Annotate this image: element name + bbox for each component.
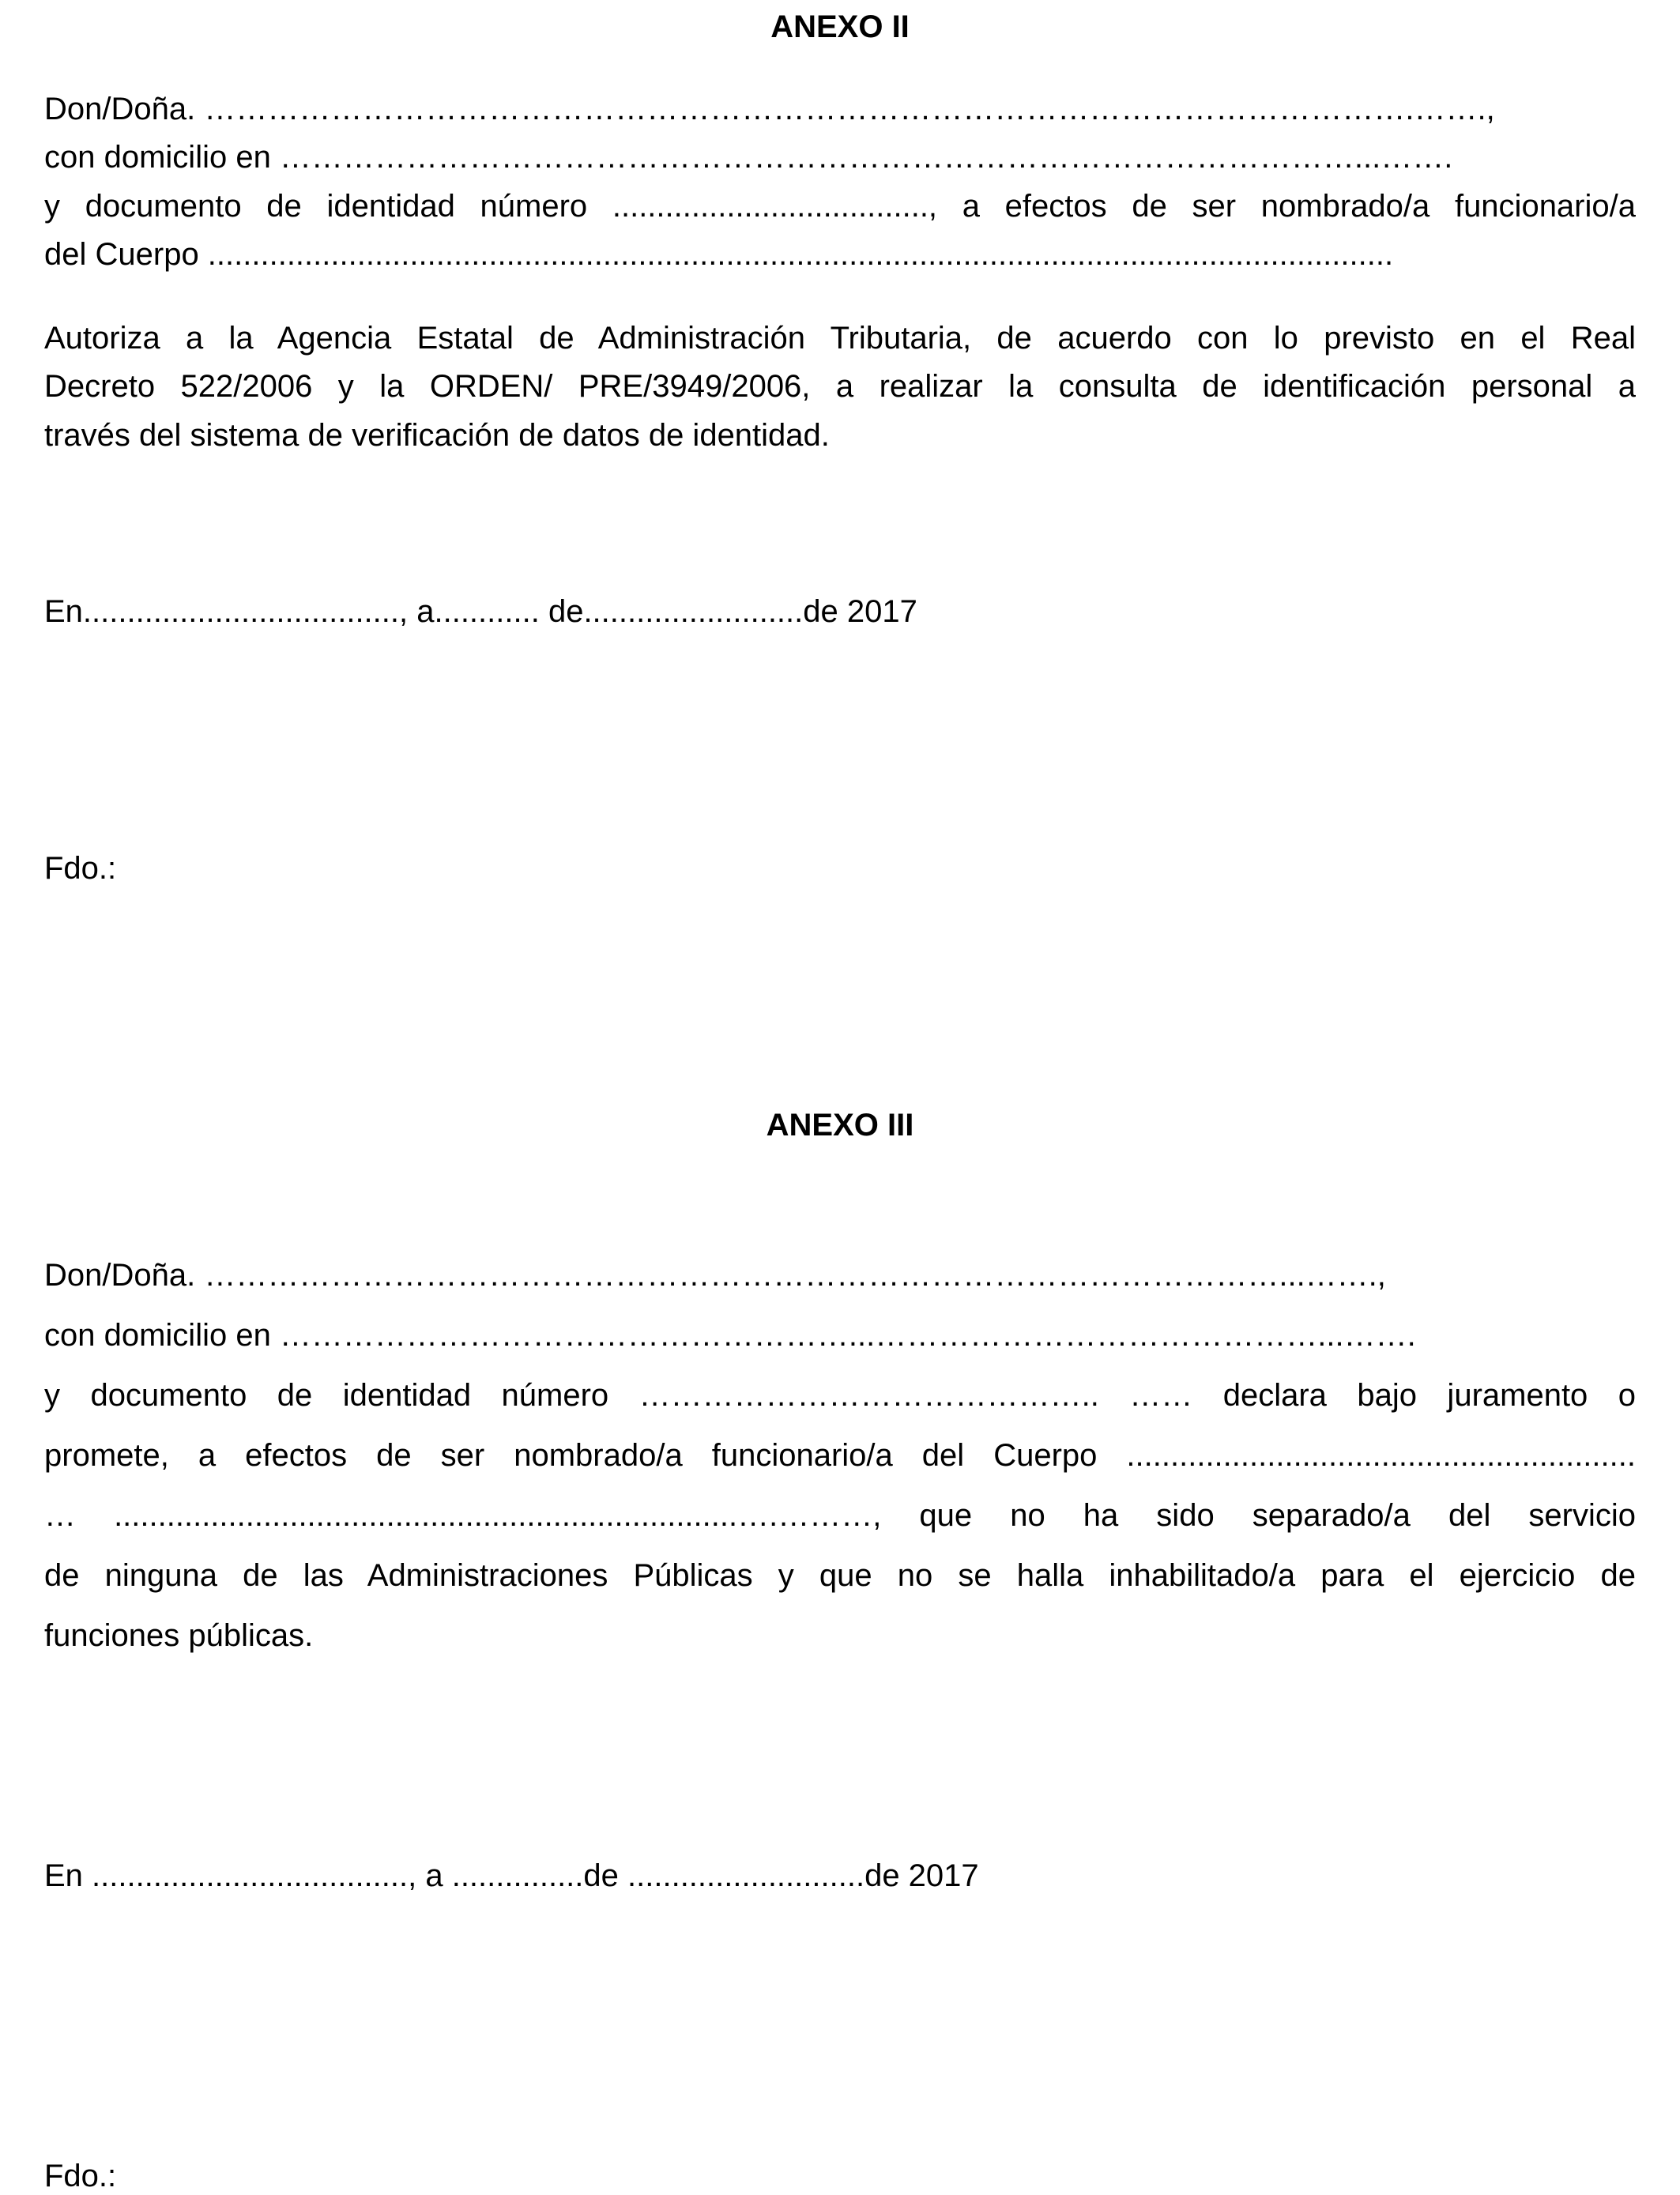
annex-3-title: ANEXO III xyxy=(766,1108,914,1143)
annex-2-cuerpo-line: del Cuerpo ....................................................................................................................................... xyxy=(44,237,1394,272)
annex-3-funciones-line: funciones públicas. xyxy=(44,1618,314,1653)
annex-2-identidad-line: y documento de identidad número ...................................., a efectos de ser nombrado/a funcionario/a xyxy=(44,189,1636,224)
annex-2-don-line: Don/Doña. …………………………………………………………………………………………………….……., xyxy=(44,92,1495,126)
annex-3-identidad-line: y documento de identidad número …………………………………….. …… declara bajo juramento o xyxy=(44,1378,1636,1413)
annex-2-authorization-line-2: Decreto 522/2006 y la ORDEN/ PRE/3949/2006, a realizar la consulta de identificación personal a xyxy=(44,369,1636,404)
annex-2-date-line: En...................................., a............ de.........................de 2017 xyxy=(44,594,917,629)
annex-3-domicilio-line: con domicilio en ………………………………………………...……………………………………...……. xyxy=(44,1318,1416,1353)
annex-3-date-line: En ...................................., a ...............de ...........................de 2017 xyxy=(44,1858,979,1893)
annex-2-signature: Fdo.: xyxy=(44,851,117,886)
annex-2-domicilio-line: con domicilio en …………………………………………………………………………………………...……. xyxy=(44,140,1453,175)
annex-2-authorization-line-3: través del sistema de verificación de datos de identidad. xyxy=(44,418,830,453)
annex-3-signature: Fdo.: xyxy=(44,2159,117,2193)
annex-3-separado-line: … .......................................................................….………, que no ha sido separado/a del servicio xyxy=(44,1498,1636,1533)
annex-2-title: ANEXO II xyxy=(770,9,910,44)
annex-3-ninguna-line: de ninguna de las Administraciones Públicas y que no se halla inhabilitado/a para el ejercicio de xyxy=(44,1558,1636,1593)
annex-3-don-line: Don/Doña. …………………………………………………………………………………………...……., xyxy=(44,1258,1386,1293)
annex-2-authorization-line-1: Autoriza a la Agencia Estatal de Administración Tributaria, de acuerdo con lo previsto en el Real xyxy=(44,321,1636,356)
annex-3-promete-line: promete, a efectos de ser nombrado/a funcionario/a del Cuerpo .......................................................... xyxy=(44,1438,1636,1473)
